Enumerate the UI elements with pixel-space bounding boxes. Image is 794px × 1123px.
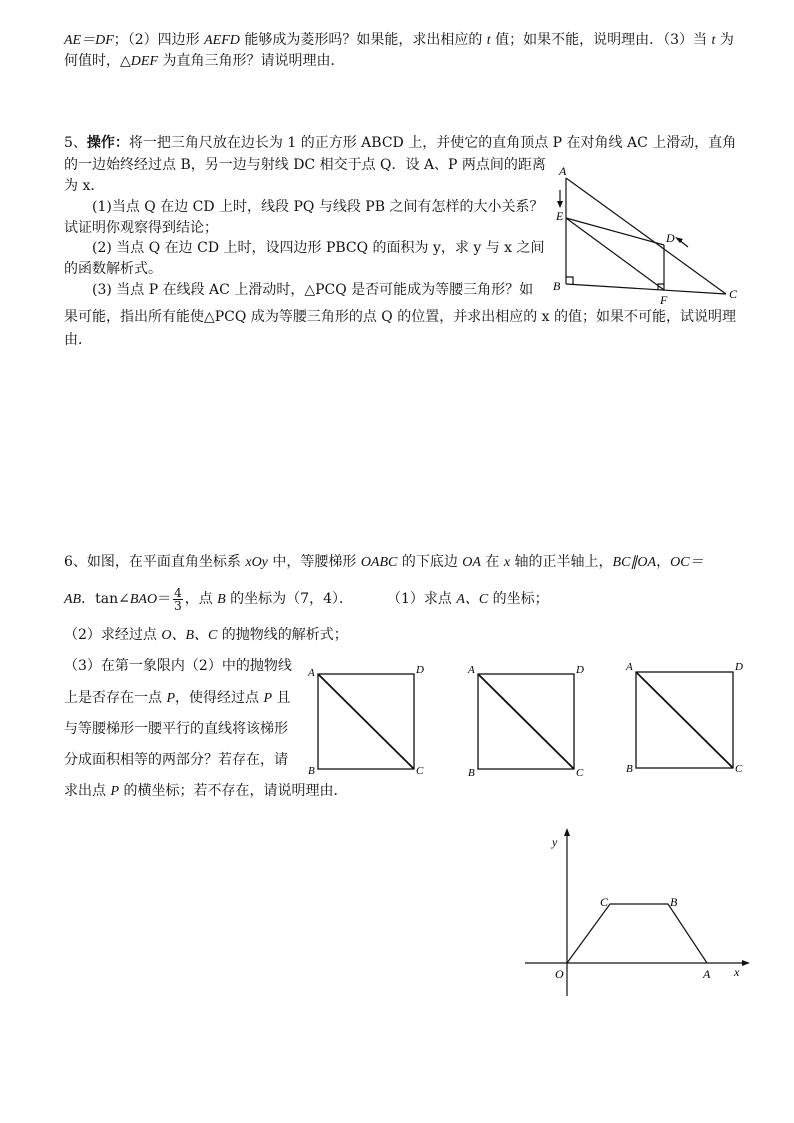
q5-intro-line-3 (64, 176, 104, 196)
q5-intro: 的一边始终经过点 B，另一边与射线 DC 相交于点 Q．设 A、P 两点间的距离 (64, 157, 546, 173)
q6-text: 的坐标为（7，4）． (225, 591, 353, 607)
q6-text: 6、如图，在平面直角坐标系 (64, 554, 246, 570)
q5-part3-line-2 (64, 307, 736, 327)
q6-text: 与等腰梯形一腰平行的直线将该梯形 (64, 721, 288, 737)
q4-line-1 (64, 30, 734, 51)
q5-intro: 为 x． (64, 178, 105, 194)
q6-text: 轴的正半轴上， (510, 554, 613, 570)
q5-label: 操作： (86, 135, 129, 151)
q5-number: 5、 (64, 135, 87, 151)
q4-text: 何值时，△ (64, 53, 131, 69)
q5-figure (548, 162, 748, 308)
q6-square-1-label-c: C (416, 765, 424, 777)
q6-coordinate-graph (520, 826, 760, 1002)
q5-part1-line-1 (92, 197, 543, 217)
q6-line-5 (64, 688, 290, 709)
q6-line-6 (64, 719, 288, 739)
q6-square-3-label-b: B (626, 763, 633, 775)
q6-fraction-den: 3 (174, 598, 182, 613)
q6-square-2-label-d: D (576, 664, 584, 676)
q5-part2-line-1 (92, 238, 545, 258)
q4-line-2 (64, 51, 344, 72)
q6-p: P (166, 691, 176, 706)
q6-graph-label-o: O (555, 967, 564, 981)
q4-aefd: AEFD (204, 33, 240, 48)
q6-line-3 (64, 625, 348, 646)
q4-ae-df: AE＝DF (64, 33, 114, 48)
q6-square-3 (622, 658, 756, 778)
q6-ac: A、C (456, 592, 489, 607)
q6-p: P (263, 691, 273, 706)
q4-def: DEF (130, 54, 158, 69)
q4-t: t (711, 33, 716, 48)
q5-intro: 将一把三角尺放在边长为 1 的正方形 ABCD 上，并使它的直角顶点 P 在对角线 AC 上滑动，直角 (128, 135, 737, 151)
q5-intro-line-1 (64, 133, 736, 153)
q5-label-f: F (660, 293, 668, 307)
q5-label-a: A (559, 164, 567, 178)
q6-text: ．tan∠ (81, 591, 130, 607)
q5-side-bc (566, 284, 726, 294)
q6-graph-label-c: C (600, 895, 609, 909)
q6-text: （2）求经过点 (64, 627, 162, 643)
q5-label-e: E (556, 209, 564, 223)
q6-text: 的抛物线的解析式； (217, 627, 348, 643)
q6-square-2-label-b: B (468, 767, 475, 778)
q6-text: 分成面积相等的两部分？若存在，请 (64, 752, 288, 768)
q4-t: t (486, 33, 491, 48)
q6-line-4 (64, 656, 292, 676)
q6-line-2 (64, 585, 549, 614)
q5-part3: (3) 当点 P 在线段 AC 上滑动时，△PCQ 是否可能成为等腰三角形？如 (92, 282, 534, 298)
q4-text: 为直角三角形？请说明理由． (158, 53, 345, 69)
q4-text: 为 (715, 32, 734, 48)
q6-obc: O、B、C (161, 628, 218, 643)
q6-x: x (503, 555, 511, 570)
q5-part3: 由． (64, 332, 92, 348)
q6-text: 求出点 (64, 783, 111, 799)
q5-intro-line-2 (64, 155, 546, 175)
q6-oabc: OABC (360, 555, 398, 570)
q6-xoy: xOy (245, 555, 268, 570)
q6-text: （1）求点 (386, 591, 457, 607)
q5-part3-line-3 (64, 330, 92, 350)
q4-text: ；（2）四边形 (113, 32, 205, 48)
q6-text: 且 (272, 690, 291, 706)
y-axis-arrow-icon (564, 828, 570, 836)
q6-square-3-label-d: D (735, 661, 743, 673)
q6-text: 中，等腰梯形 (267, 554, 361, 570)
q5-arrow-down-head (557, 201, 563, 208)
q4-text: 能够成为菱形吗？如果能，求出相应的 (239, 32, 487, 48)
q5-part2-line-2 (64, 259, 162, 279)
q5-part1: 试证明你观察得到结论； (64, 220, 218, 236)
q6-line-8 (64, 781, 347, 802)
q6-b: B (217, 592, 226, 607)
q6-square-3-diagonal (636, 672, 733, 768)
q6-graph-label-y: y (552, 835, 558, 849)
q6-p: P (110, 784, 120, 799)
q5-segment-ed (566, 218, 664, 245)
x-axis-arrow-icon (742, 960, 750, 966)
q6-text: ＝ (157, 591, 172, 607)
q6-graph-label-b: B (670, 895, 678, 909)
q4-text: 值；如果不能，说明理由．（3）当 (490, 32, 712, 48)
q6-square-1-diagonal (318, 674, 414, 769)
q6-text: 上是否存在一点 (64, 690, 167, 706)
q5-part3-line-1 (92, 280, 533, 300)
q6-square-1 (304, 660, 438, 778)
q6-square-1-label-d: D (416, 664, 424, 676)
q6-fraction-num: 4 (174, 585, 182, 600)
q6-line-7 (64, 750, 288, 770)
q6-graph-label-a: A (703, 967, 711, 981)
q5-part1: (1)当点 Q 在边 CD 上时，线段 PQ 与线段 PB 之间有怎样的大小关系？ (92, 199, 544, 215)
q6-square-1-label-a: A (308, 667, 315, 679)
q6-text: ， (656, 554, 671, 570)
q6-trapezoid (567, 904, 707, 963)
q5-part1-line-2 (64, 218, 218, 238)
q6-bc-parallel-oa: BC∥OA (612, 555, 657, 570)
q6-square-2-label-c: C (576, 767, 584, 778)
q5-label-d: D (666, 231, 675, 245)
q6-text: ，使得经过点 (175, 690, 264, 706)
q6-ab: AB (64, 592, 82, 607)
q6-line-1 (64, 552, 704, 573)
q6-oa: OA (462, 555, 481, 570)
q5-part2: 的函数解析式。 (64, 261, 162, 277)
q5-part2: (2) 当点 Q 在边 CD 上时，设四边形 PBCQ 的面积为 y，求 y 与 x 之间 (92, 240, 545, 256)
q6-text: 的坐标； (488, 591, 549, 607)
q6-square-2 (464, 660, 598, 778)
q5-label-b: B (553, 279, 561, 293)
q6-square-2-diagonal (478, 674, 574, 769)
q6-fraction (173, 587, 183, 612)
q6-square-3-label-a: A (626, 661, 633, 673)
q6-graph-label-x: x (734, 965, 740, 979)
q6-text: 在 (480, 554, 504, 570)
q5-part3: 果可能，指出所有能使△PCQ 成为等腰三角形的点 Q 的位置，并求出相应的 x 的值；如果不可能，试说明理 (64, 309, 736, 325)
q6-oc: OC＝ (670, 555, 704, 570)
q6-square-2-label-a: A (468, 664, 475, 676)
q6-square-3-label-c: C (735, 763, 743, 775)
q5-segment-ef (566, 218, 664, 290)
q6-bao: BAO (129, 592, 158, 607)
q6-text: 的横坐标；若不存在，请说明理由． (119, 783, 348, 799)
q6-square-1-label-b: B (308, 765, 315, 777)
q6-text: 的下底边 (397, 554, 463, 570)
q5-right-angle-b (566, 277, 573, 284)
q5-label-c: C (729, 287, 738, 301)
q6-text: ，点 (184, 591, 218, 607)
q6-text: （3）在第一象限内（2）中的抛物线 (64, 658, 292, 674)
